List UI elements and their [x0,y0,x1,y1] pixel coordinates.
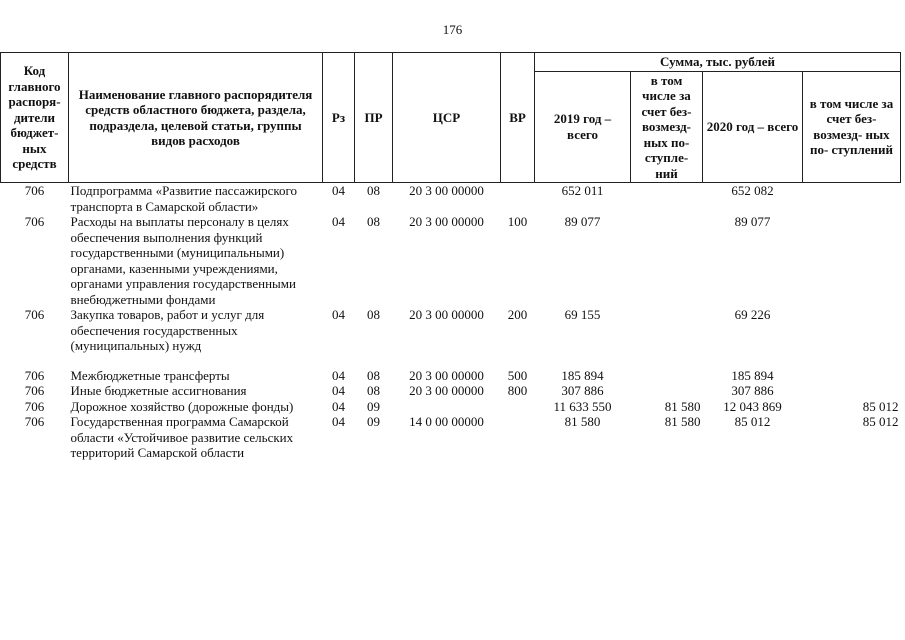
cell-2020-total: 69 226 [734,307,771,322]
cell-2020-total: 307 886 [731,383,774,398]
cell-code: 706 [24,367,45,383]
cell-pr: 08 [367,383,380,398]
cell-name: Расходы на выплаты персоналу в целях обеспечения выполнения функций государственными (муниципальными) органами, казенными учреждениями, органами управления государственными внебюджетными фондами [70,214,296,307]
cell-vr: 500 [507,367,528,383]
table-row [1,383,901,399]
cell-2019-free [631,214,703,307]
cell-code: 706 [24,214,45,229]
cell-2020-total: 89 077 [734,214,771,229]
cell-2019-total: 11 633 550 [553,398,612,414]
cell-2020-total: 12 043 869 [723,398,782,414]
cell-2019-free [631,383,703,399]
cell-name: Межбюджетные трансферты [70,367,230,383]
cell-pr: 08 [367,307,380,322]
cell-csr: 20 3 00 00000 [409,214,484,229]
cell-name: Дорожное хозяйство (дорожные фонды) [70,398,294,414]
header-code: Код главного распоря- дители бюджет- ных средств [1,53,69,183]
header-2019-total: 2019 год – всего [535,71,631,183]
cell-2019-free: 81 580 [664,414,701,429]
table-row [1,183,901,215]
cell-code: 706 [24,398,45,414]
cell-vr [501,399,535,415]
cell-vr: 200 [507,307,528,322]
cell-code: 706 [24,414,45,429]
row-spacer [1,354,901,368]
header-name: Наименование главного распорядителя средств областного бюджета, раздела, подраздела, целевой статьи, группы видов расходов [69,53,323,183]
cell-rz: 04 [332,383,345,398]
header-pr: ПР [355,53,393,183]
cell-2020-free: 85 012 [862,414,899,429]
cell-name: Государственная программа Самарской области «Устойчивое развитие сельских территорий Самарской области [70,414,294,460]
header-2020-total: 2020 год – всего [703,71,803,183]
cell-code: 706 [24,183,45,198]
cell-pr: 09 [367,398,380,414]
cell-2019-free [631,183,703,215]
cell-2020-free: 85 012 [862,398,899,414]
header-2019-free: в том числе за счет без- возмезд- ных по- ступле- ний [631,71,703,183]
cell-vr: 100 [507,214,528,229]
header-rz: Рз [323,53,355,183]
cell-2020-total: 652 082 [731,183,774,198]
cell-2020-free [803,183,901,215]
cell-2020-free [803,214,901,307]
table-header [1,53,901,183]
table-row [1,414,901,461]
cell-csr: 20 3 00 00000 [409,183,484,198]
cell-rz: 04 [332,398,345,414]
table-row [1,307,901,354]
cell-2019-total: 69 155 [564,307,601,322]
cell-2019-total: 307 886 [561,383,604,398]
cell-pr: 09 [367,414,380,429]
header-vr: ВР [501,53,535,183]
budget-table [0,52,901,461]
cell-vr: 800 [507,383,528,398]
cell-2019-total: 652 011 [561,183,604,198]
cell-2019-total: 185 894 [561,367,604,383]
cell-code: 706 [24,383,45,398]
cell-rz: 04 [332,367,345,383]
table-row [1,214,901,307]
page-number: 176 [442,22,463,37]
cell-pr: 08 [367,214,380,229]
cell-2020-total: 185 894 [731,367,774,383]
cell-2019-free [631,368,703,384]
cell-2020-free [803,368,901,384]
cell-rz: 04 [332,183,345,198]
header-2020-free: в том числе за счет без- возмезд- ных по- ступлений [803,71,901,183]
cell-2019-total: 81 580 [564,414,601,429]
cell-csr [393,399,501,415]
cell-name: Закупка товаров, работ и услуг для обеспечения государственных (муниципальных) нужд [70,307,265,353]
cell-csr: 14 0 00 00000 [409,414,484,429]
cell-name: Подпрограмма «Развитие пассажирского транспорта в Самарской области» [70,183,298,214]
cell-code: 706 [24,307,45,322]
table-row [1,368,901,384]
table-row [1,399,901,415]
cell-rz: 04 [332,214,345,229]
header-csr: ЦСР [393,53,501,183]
cell-vr [501,414,535,461]
cell-rz: 04 [332,414,345,429]
cell-csr: 20 3 00 00000 [409,367,484,383]
cell-csr: 20 3 00 00000 [409,383,484,398]
cell-2019-total: 89 077 [564,214,601,229]
cell-csr: 20 3 00 00000 [409,307,484,322]
cell-pr: 08 [367,183,380,198]
cell-pr: 08 [367,367,380,383]
cell-2020-free [803,383,901,399]
cell-2020-total: 85 012 [734,414,771,429]
cell-2019-free [631,307,703,354]
cell-rz: 04 [332,307,345,322]
cell-2020-free [803,307,901,354]
table-body [1,183,901,461]
cell-vr [501,183,535,215]
cell-name: Иные бюджетные ассигнования [70,383,247,398]
cell-2019-free: 81 580 [664,398,701,414]
header-sum: Сумма, тыс. рублей [535,53,901,72]
